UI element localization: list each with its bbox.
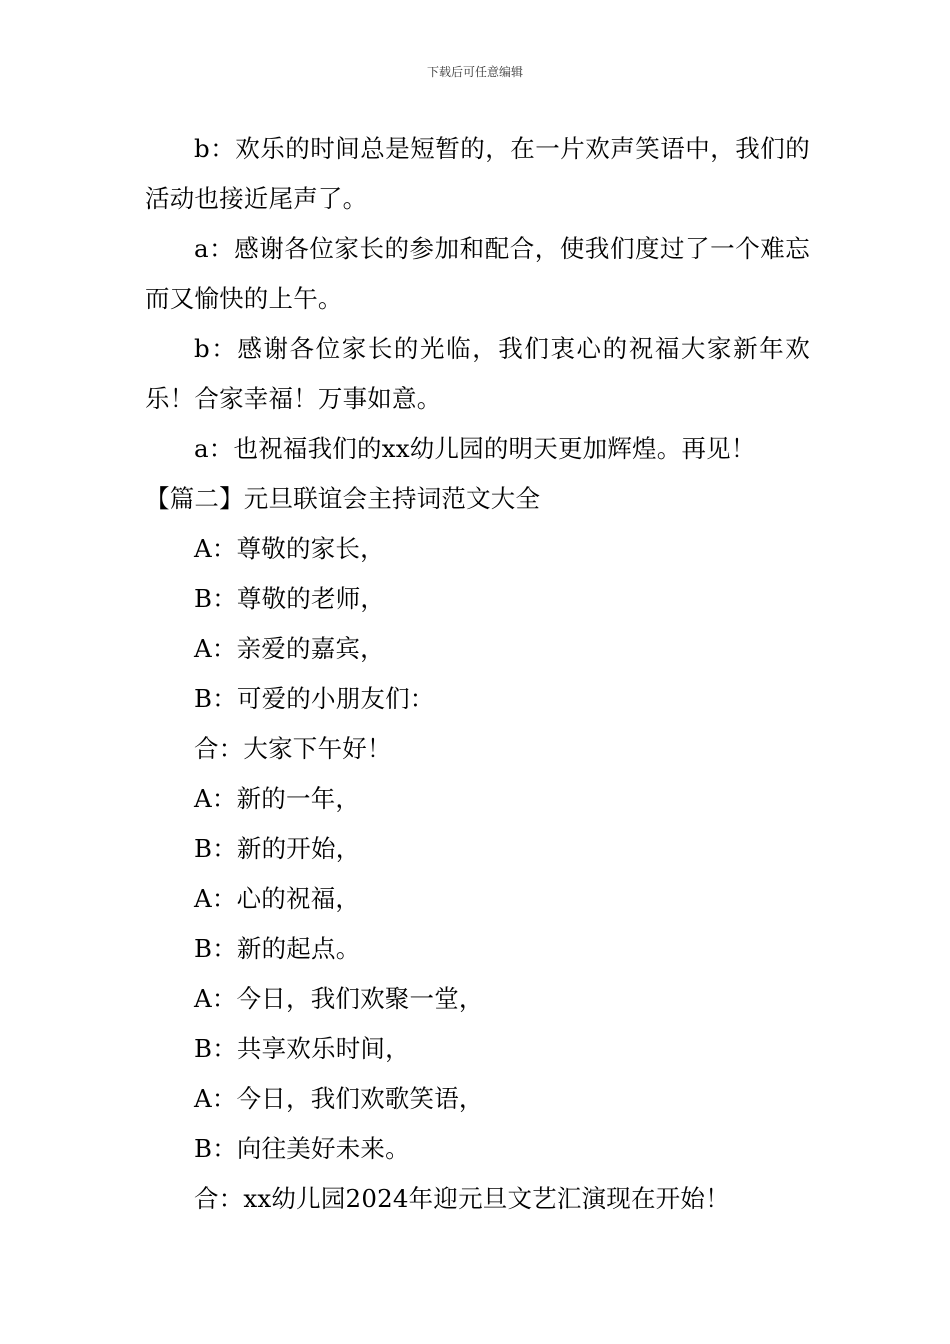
dialogue-line: A：尊敬的家长， xyxy=(194,534,385,563)
section-heading: 【篇二】元旦联谊会主持词范文大全 xyxy=(145,484,541,513)
dialogue-line: B：尊敬的老师， xyxy=(194,584,386,613)
dialogue-line: B：可爱的小朋友们： xyxy=(194,684,435,713)
page-header: 下载后可任意编辑 xyxy=(426,65,523,79)
dialogue-line: B：新的开始， xyxy=(194,834,361,863)
paragraph: b：欢乐的时间总是短暂的，在一片欢声笑语中，我们的活动也接近尾声了。 xyxy=(145,134,810,213)
dialogue-line: A：亲爱的嘉宾， xyxy=(194,634,385,663)
paragraph: a：感谢各位家长的参加和配合，使我们度过了一个难忘而又愉快的上午。 xyxy=(145,234,810,313)
dialogue-line: A：新的一年， xyxy=(194,784,361,813)
paragraph: b：感谢各位家长的光临，我们衷心的祝福大家新年欢乐！合家幸福！万事如意。 xyxy=(145,334,810,413)
dialogue-line: B：向往美好未来。 xyxy=(194,1134,410,1163)
dialogue-line: B：新的起点。 xyxy=(194,934,361,963)
dialogue-line: A：心的祝福， xyxy=(194,884,361,913)
dialogue-line: B：共享欢乐时间， xyxy=(194,1034,410,1063)
dialogue-line: 合：大家下午好！ xyxy=(194,734,392,763)
paragraph: a：也祝福我们的xx幼儿园的明天更加辉煌。再见！ xyxy=(194,434,756,463)
dialogue-line: 合：xx幼儿园2024年迎元旦文艺汇演现在开始！ xyxy=(194,1184,730,1213)
dialogue-line: A：今日，我们欢聚一堂， xyxy=(194,984,484,1013)
document-body xyxy=(145,124,810,1224)
dialogue-line: A：今日，我们欢歌笑语， xyxy=(194,1084,484,1113)
